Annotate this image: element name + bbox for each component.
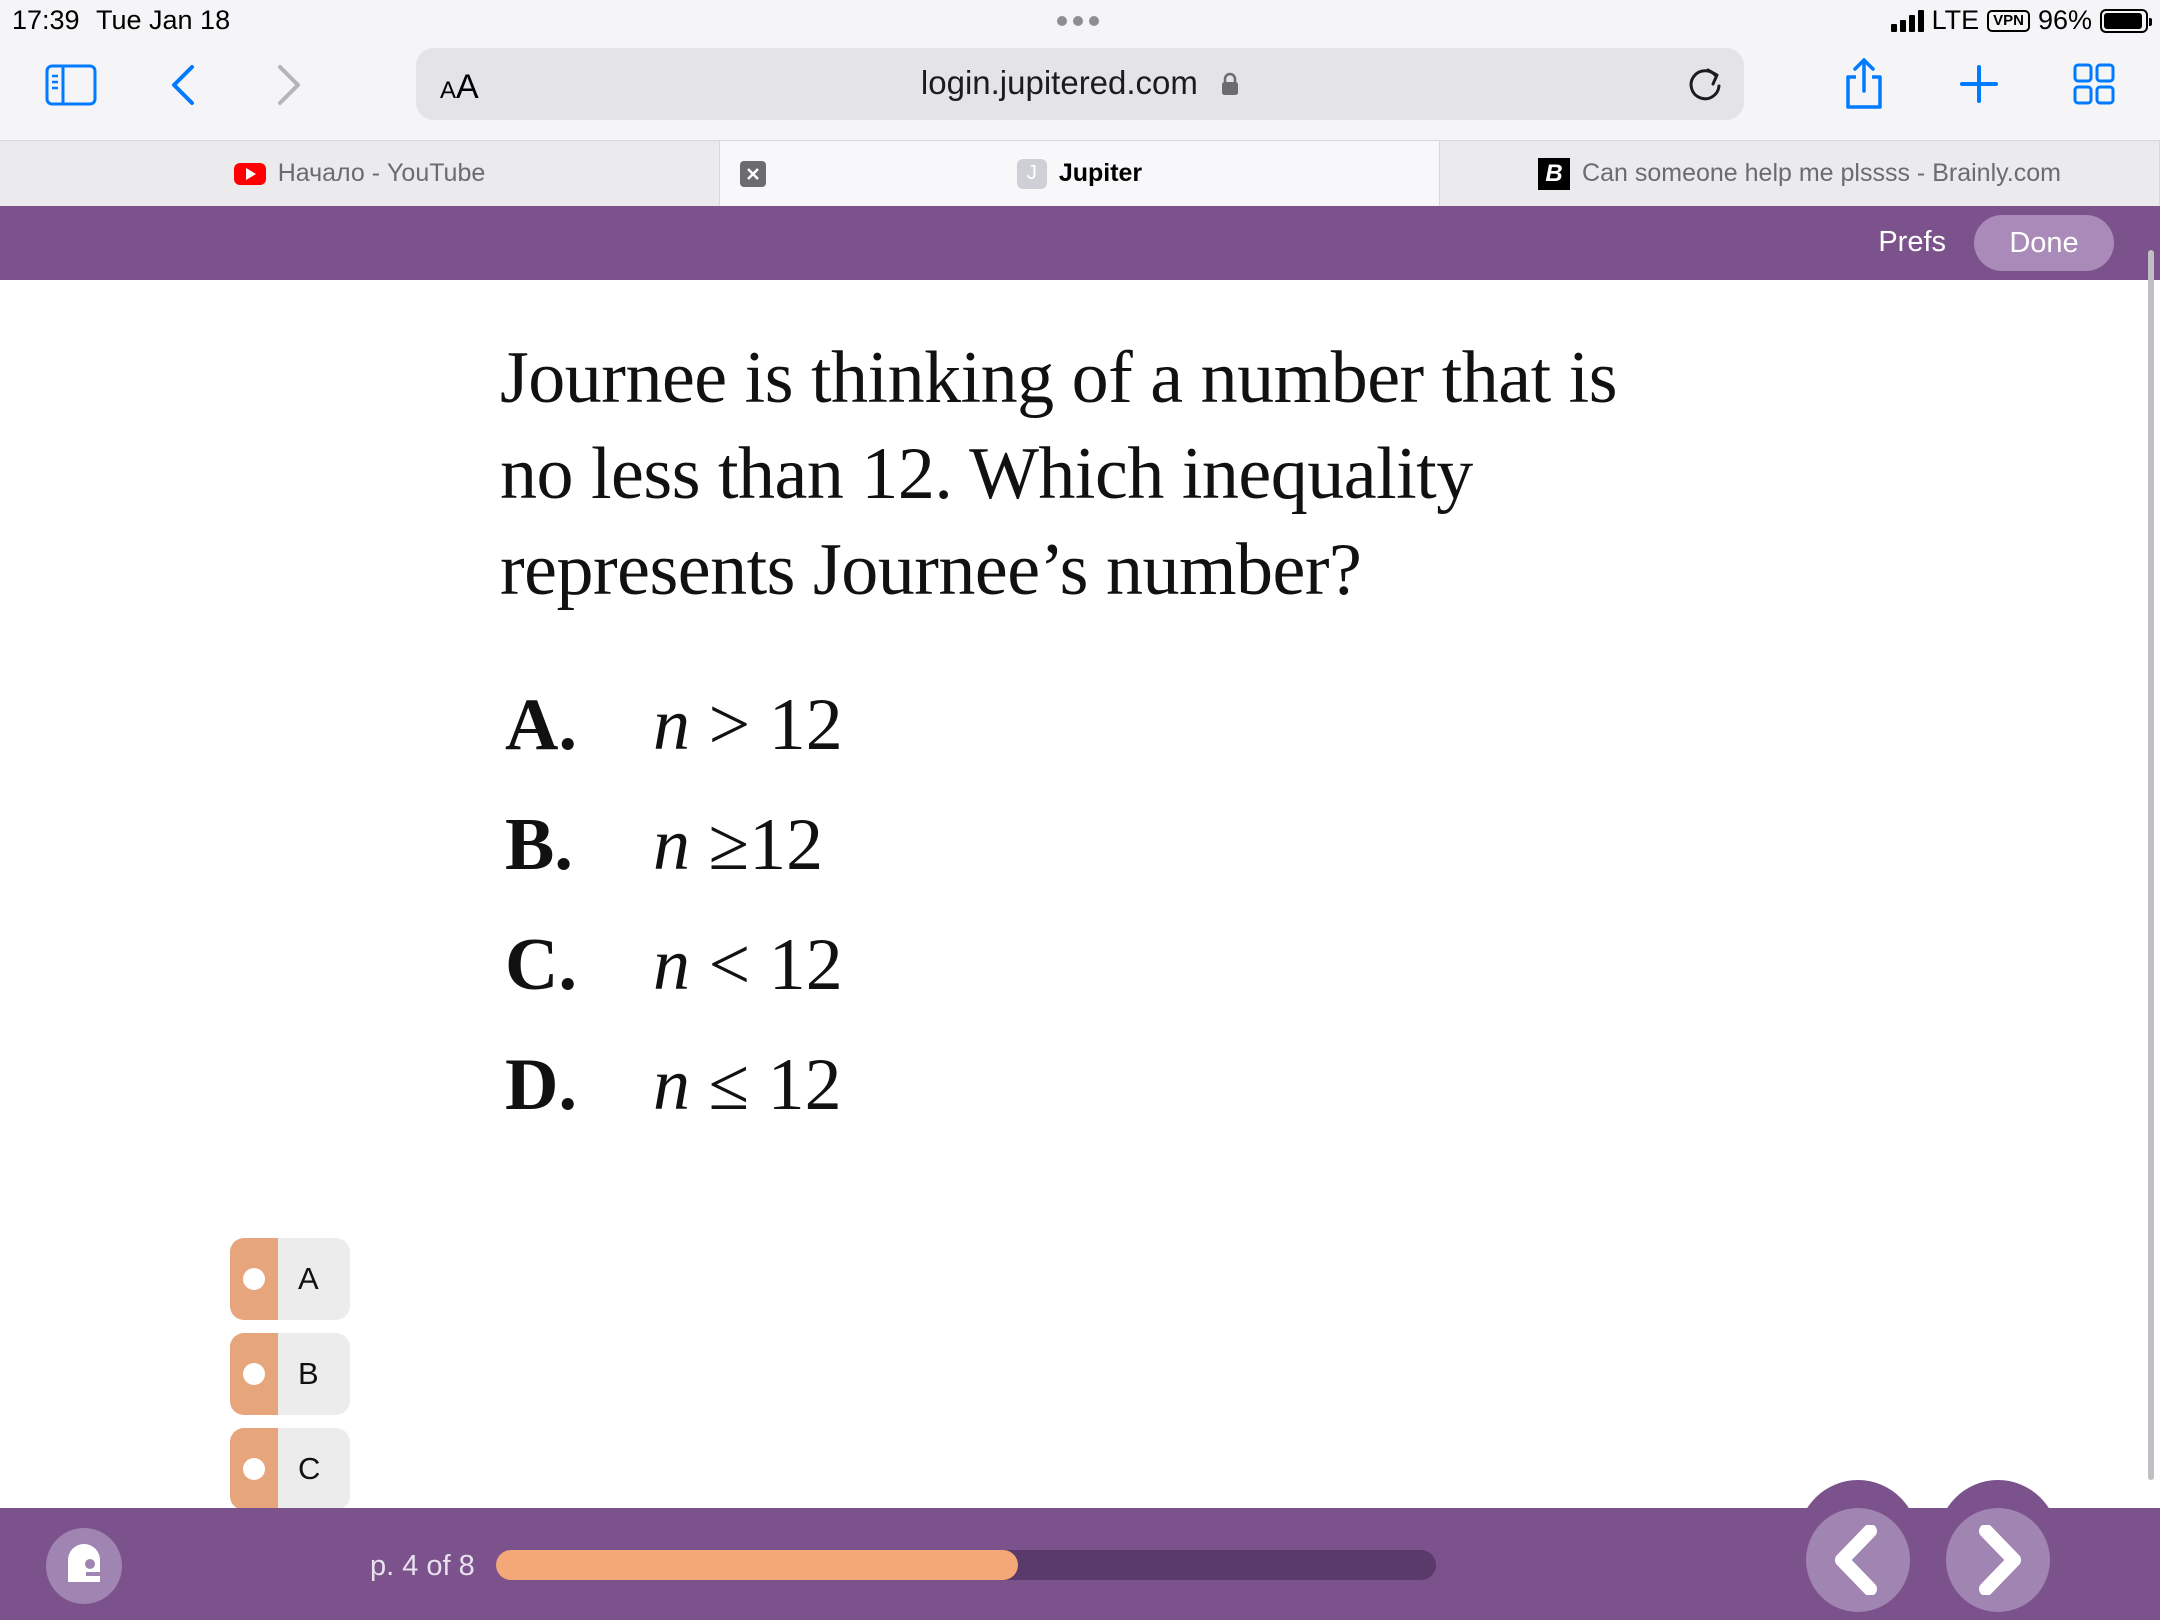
answer-option-c[interactable]: [230, 1428, 350, 1510]
tab-title: Can someone help me plssss - Brainly.com: [1582, 159, 2061, 187]
page-indicator: p. 4 of 8: [370, 1550, 475, 1582]
tab-brainly[interactable]: [1440, 141, 2160, 206]
tab-overview-icon[interactable]: [2072, 62, 2116, 106]
youtube-icon: [234, 163, 266, 185]
choice-list: [505, 665, 843, 1145]
tab-title: Начало - YouTube: [277, 159, 486, 187]
choice-b: B. n ≥12: [505, 803, 824, 886]
progress-bar: [496, 1550, 1436, 1580]
network-type: LTE: [1931, 5, 1980, 35]
share-icon[interactable]: [1842, 56, 1886, 112]
jupiter-icon: J: [1017, 159, 1047, 189]
answer-label: A: [298, 1261, 319, 1296]
vpn-badge: VPN: [1987, 10, 2030, 32]
url-text: login.jupitered.com: [920, 64, 1198, 101]
close-tab-icon[interactable]: [740, 161, 766, 187]
scrollbar[interactable]: [2148, 250, 2154, 1480]
multitasking-dots-icon[interactable]: [1057, 16, 1099, 26]
tab-youtube[interactable]: [0, 141, 720, 206]
status-indicators: [1891, 5, 2148, 36]
progress-fill: [496, 1550, 1018, 1580]
address-bar[interactable]: [416, 48, 1744, 120]
previous-page-button[interactable]: [1798, 1480, 1918, 1620]
browser-toolbar: [0, 40, 2160, 140]
tab-jupiter[interactable]: [720, 141, 1440, 206]
brainly-icon: B: [1538, 158, 1570, 190]
answer-options: [230, 1238, 350, 1523]
back-chevron-icon[interactable]: [166, 62, 200, 108]
app-header: [0, 206, 2160, 280]
answer-option-a[interactable]: [230, 1238, 350, 1320]
radio-dot-icon: [243, 1458, 265, 1480]
answer-label: C: [298, 1451, 321, 1486]
tab-title: Jupiter: [1058, 159, 1143, 187]
radio-dot-icon: [243, 1363, 265, 1385]
lock-icon: [1221, 66, 1239, 104]
status-bar: [0, 0, 2160, 40]
forward-chevron-icon[interactable]: [272, 62, 306, 108]
battery-percent: 96%: [2037, 5, 2092, 35]
sidebar-toggle-icon[interactable]: [44, 62, 98, 108]
choice-c: C. n < 12: [505, 923, 843, 1006]
done-button[interactable]: Done: [1974, 215, 2114, 271]
prefs-button[interactable]: Prefs: [1878, 226, 1946, 258]
tab-bar: [0, 140, 2160, 206]
choice-d: D. n ≤ 12: [505, 1043, 842, 1126]
answer-label: B: [298, 1356, 319, 1391]
next-page-button[interactable]: [1938, 1480, 2058, 1620]
answer-option-b[interactable]: [230, 1333, 350, 1415]
choice-a: A. n > 12: [505, 683, 843, 766]
reload-icon[interactable]: [1686, 64, 1724, 109]
status-time: 17:39: [12, 5, 80, 35]
radio-dot-icon: [243, 1268, 265, 1290]
status-date: Tue Jan 18: [96, 5, 231, 35]
text-size-button[interactable]: AA: [440, 68, 479, 106]
battery-icon: [2100, 9, 2148, 33]
question-text: Journee is thinking of a number that is no less than 12. Which inequality represents Journee’s number?: [500, 337, 1618, 611]
jupiter-logo-icon[interactable]: [46, 1528, 122, 1604]
cellular-signal-icon: [1891, 10, 1924, 32]
new-tab-plus-icon[interactable]: [1958, 62, 2000, 106]
